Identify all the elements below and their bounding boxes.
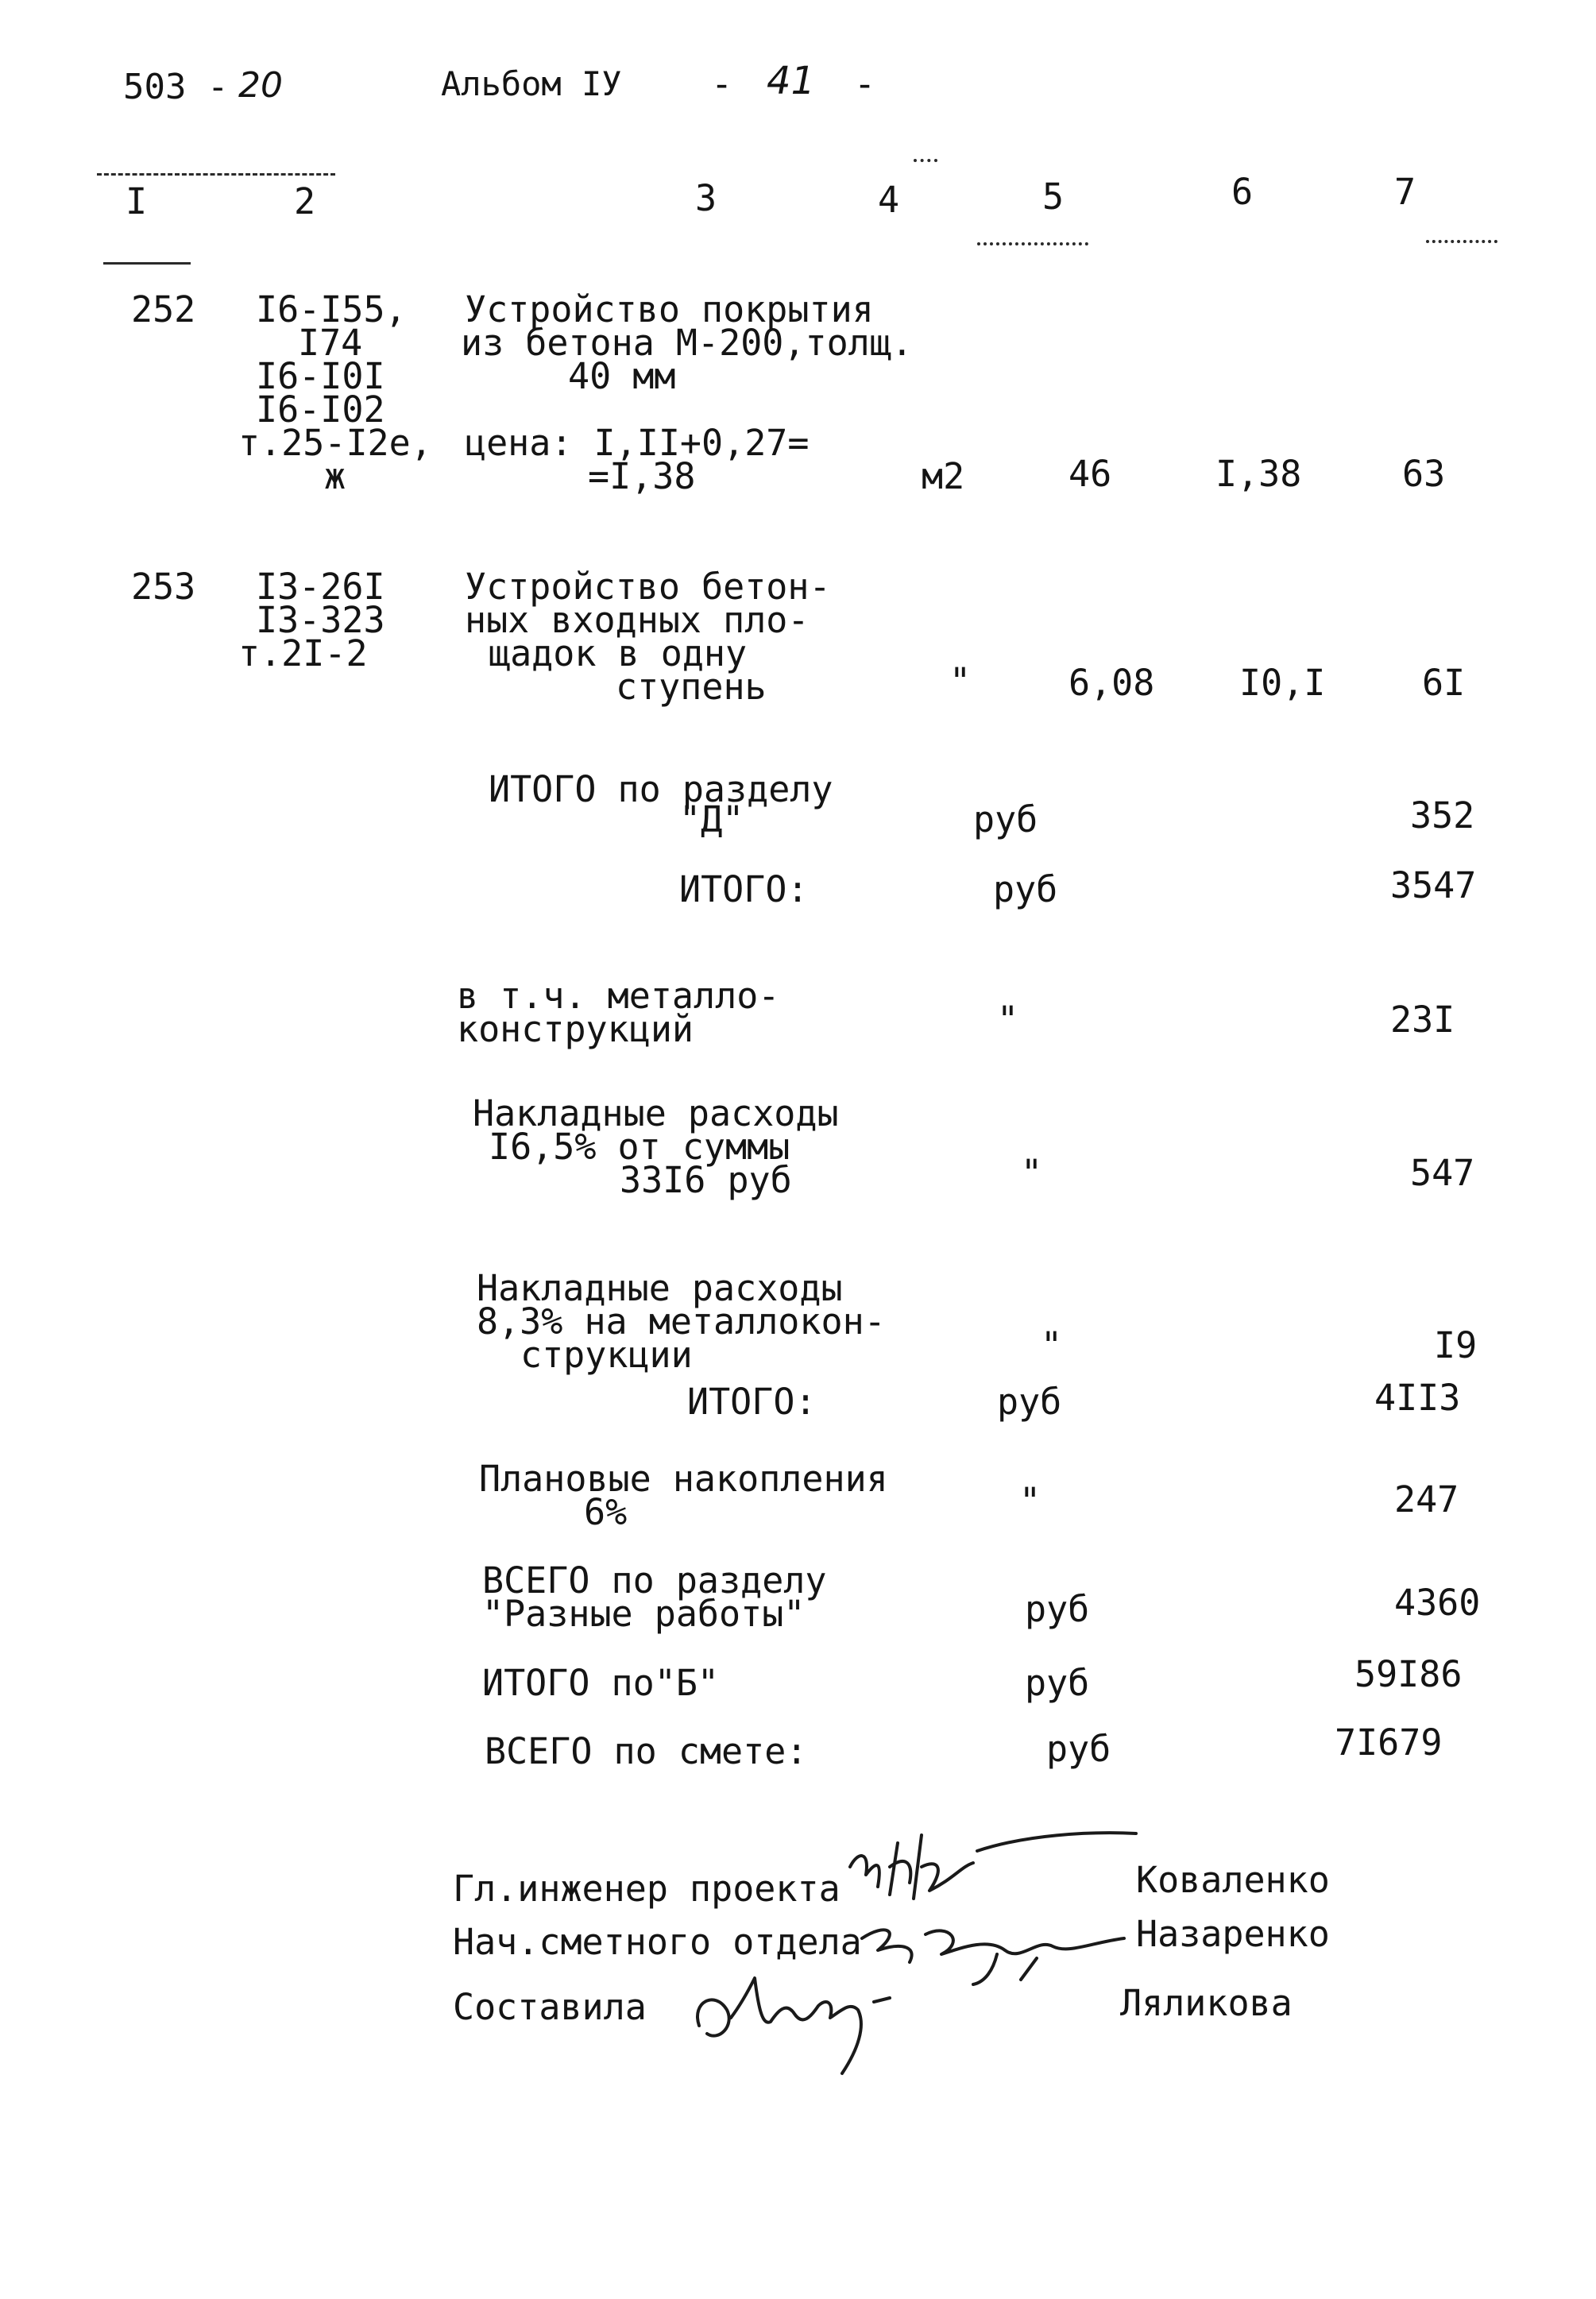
column-header-7: 7 (1394, 171, 1416, 213)
row-total: 6I (1422, 662, 1466, 704)
signature-mark-compiler (683, 1954, 914, 2081)
summary-label: ИТОГО: (679, 868, 809, 910)
row-code: т.2I-2 (238, 632, 368, 674)
summary-unit: " (1041, 1324, 1063, 1366)
summary-label: ИТОГО: (687, 1381, 817, 1423)
header-rule-bottom-right (1426, 240, 1497, 243)
summary-value: 4360 (1394, 1582, 1481, 1624)
summary-label: "Д" (679, 798, 744, 840)
row-unit-price: I,38 (1215, 453, 1302, 495)
row-quantity: 46 (1069, 453, 1112, 495)
row-code: т.25-I2е, (238, 422, 432, 464)
column-header-5: 5 (1042, 176, 1065, 218)
row-description: ступень (616, 666, 767, 708)
signature-mark-chief-engineer (834, 1819, 1152, 1915)
summary-label: 33I6 руб (620, 1159, 792, 1201)
summary-value: 23I (1390, 999, 1455, 1041)
summary-unit: руб (1025, 1588, 1090, 1630)
summary-value: 7I679 (1335, 1721, 1443, 1764)
row-number: 252 (131, 288, 196, 330)
header-rule-dots (914, 159, 937, 162)
summary-value: I9 (1434, 1324, 1478, 1366)
summary-unit: " (1021, 1152, 1043, 1194)
row-price-formula: цена: I,II+0,27= (465, 422, 810, 464)
page-number: 41 (767, 59, 816, 103)
summary-label: в т.ч. металло- (457, 975, 780, 1017)
summary-label: струкции (520, 1334, 693, 1376)
header-rule-left (97, 173, 335, 176)
row-quantity: 6,08 (1069, 662, 1155, 704)
signature-name: Назаренко (1136, 1913, 1330, 1955)
summary-value: 352 (1410, 794, 1475, 837)
summary-unit: " (997, 999, 1019, 1041)
summary-unit: руб (997, 1381, 1062, 1423)
row-code: I6-I55, (256, 288, 407, 330)
summary-label: Накладные расходы (477, 1267, 843, 1309)
row-description: 40 мм (568, 355, 676, 397)
signature-role: Гл.инженер проекта (453, 1868, 841, 1910)
row-code: I6-I0I (256, 355, 385, 397)
summary-unit: руб (1025, 1662, 1090, 1704)
summary-unit: руб (973, 798, 1038, 840)
row-unit: " (949, 660, 972, 702)
row-total: 63 (1402, 453, 1446, 495)
page-dash-right: - (854, 63, 876, 105)
summary-label: ИТОГО по"Б" (482, 1662, 720, 1704)
page-dash-left: - (711, 63, 733, 105)
summary-label: 6% (584, 1491, 628, 1533)
summary-value: 3547 (1390, 864, 1477, 906)
row-description: Устройство покрытия (465, 288, 874, 330)
signature-role: Составила (453, 1986, 647, 2028)
summary-label: I6,5% от суммы (489, 1126, 790, 1168)
summary-unit: руб (1046, 1728, 1111, 1770)
summary-label: Накладные расходы (473, 1092, 839, 1134)
header-rule-bottom-mid (977, 242, 1088, 245)
summary-label: ВСЕГО по разделу (482, 1559, 827, 1602)
column-header-4: 4 (878, 179, 900, 221)
signature-name: Коваленко (1136, 1859, 1330, 1901)
column-header-1: I (126, 180, 148, 222)
summary-value: 4II3 (1374, 1377, 1461, 1419)
summary-value: 247 (1394, 1478, 1459, 1520)
row-code: I3-323 (256, 599, 385, 641)
signature-name: Ляликова (1120, 1982, 1293, 2024)
row-number: 253 (131, 566, 196, 608)
document-code-handwritten: 20 (238, 65, 283, 106)
album-label: Альбом IУ (441, 64, 622, 103)
row-description: ных входных пло- (465, 599, 810, 641)
summary-label: 8,3% на металлокон- (477, 1300, 886, 1343)
row-code: I74 (298, 322, 363, 364)
summary-label: ИТОГО по разделу (489, 768, 833, 810)
header-rule-bottom-left (103, 262, 191, 265)
summary-value: 547 (1410, 1152, 1475, 1194)
column-header-2: 2 (294, 180, 316, 222)
summary-label: конструкций (457, 1008, 694, 1050)
row-code: ж (324, 455, 346, 497)
row-code: I3-26I (256, 566, 385, 608)
row-unit-price: I0,I (1239, 662, 1326, 704)
document-code: 503 - (123, 67, 229, 107)
column-header-3: 3 (695, 177, 717, 219)
row-description: Устройство бетон- (465, 566, 831, 608)
row-description: щадок в одну (489, 632, 748, 674)
summary-label: Плановые накопления (479, 1458, 888, 1500)
row-description: из бетона М-200,толщ. (461, 322, 913, 364)
column-header-6: 6 (1231, 171, 1254, 213)
row-unit: м2 (922, 455, 965, 497)
signature-role: Нач.сметного отдела (453, 1921, 862, 1963)
summary-label: ВСЕГО по смете: (485, 1730, 808, 1772)
row-code: I6-I02 (256, 388, 385, 431)
summary-value: 59I86 (1354, 1653, 1463, 1695)
summary-unit: руб (993, 868, 1058, 910)
summary-unit: " (1019, 1480, 1041, 1522)
row-price-formula: =I,38 (588, 455, 696, 497)
summary-label: "Разные работы" (482, 1593, 806, 1635)
